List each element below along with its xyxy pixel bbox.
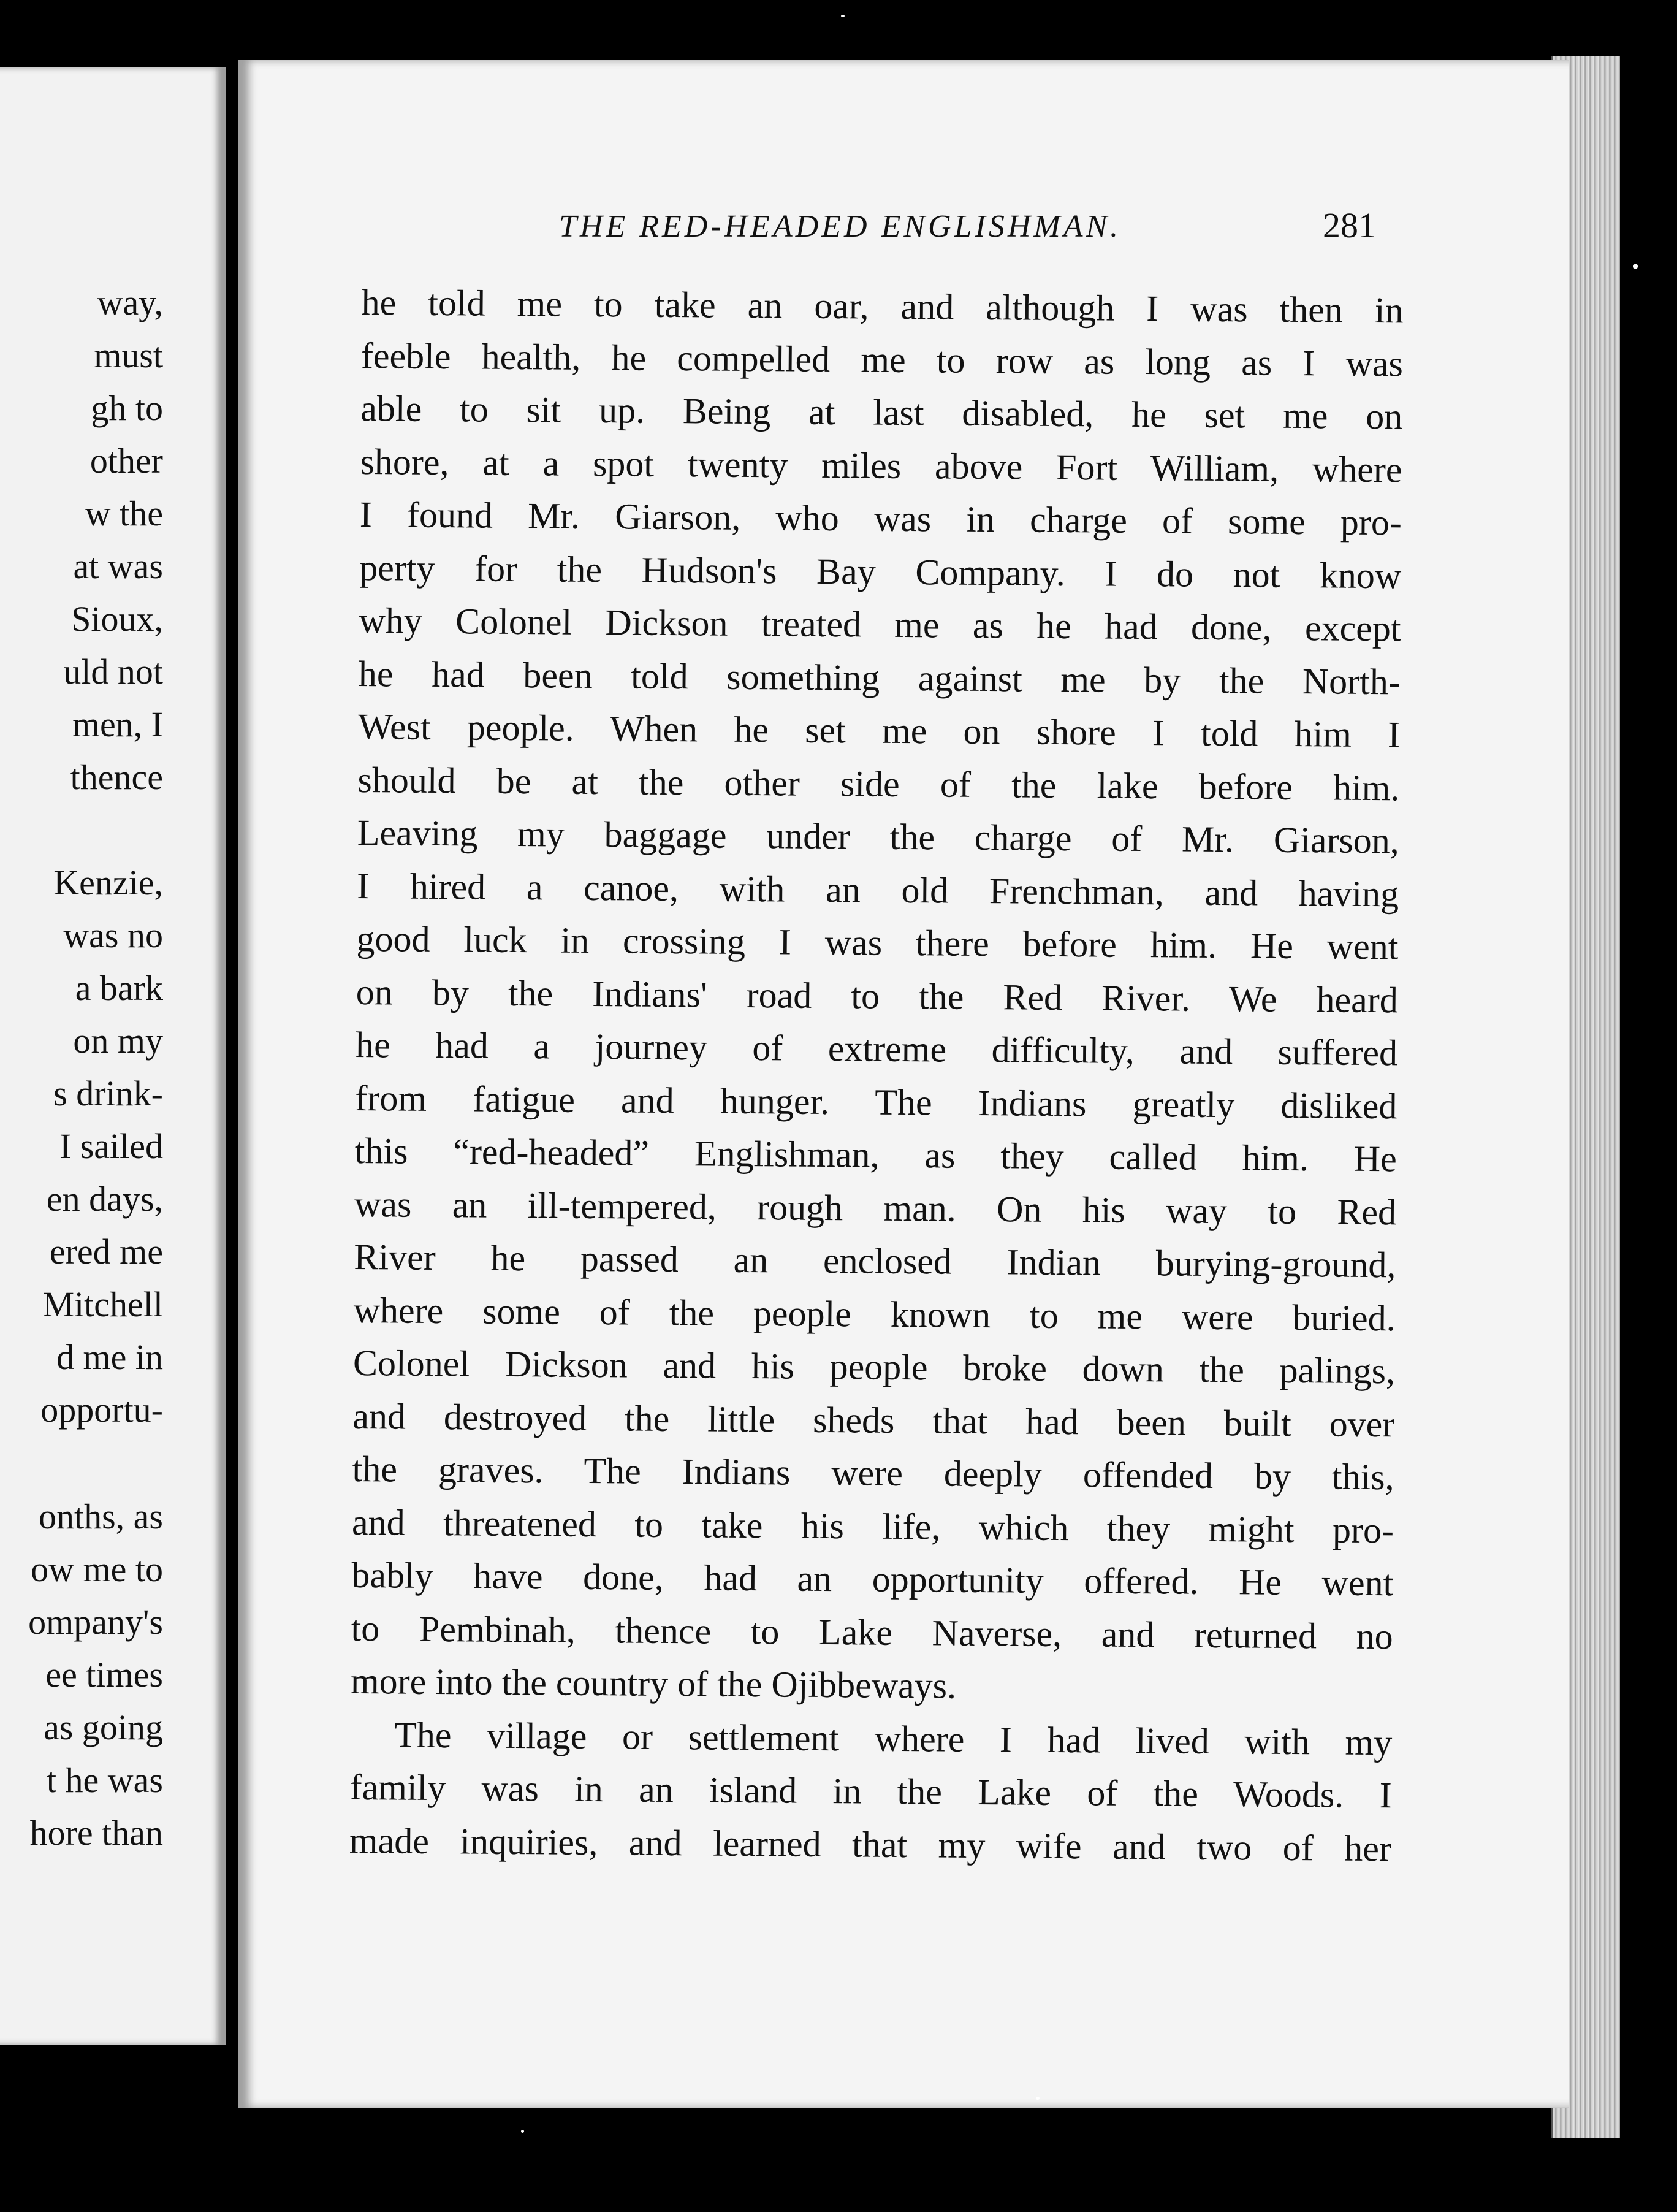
left-page-line: Mitchell <box>42 1284 163 1324</box>
text-line: he told me to take an oar, and although I was then in <box>361 281 1404 331</box>
running-head: THE RED-HEADED ENGLISHMAN. <box>559 209 1122 244</box>
scan-speck <box>841 15 845 17</box>
left-page-line: ered me <box>49 1232 163 1272</box>
previous-page <box>0 67 226 2045</box>
text-line: and destroyed the little sheds that had been built over <box>352 1395 1395 1444</box>
left-page-line: way, <box>97 283 163 322</box>
text-line: bably have done, had an opportunity offered. He went <box>351 1554 1394 1604</box>
text-line: perty for the Hudson's Bay Company. I do not know <box>359 547 1402 596</box>
body-text <box>349 276 1404 1875</box>
left-page-line: gh to <box>91 388 163 428</box>
text-line: to Pembinah, thence to Lake Naverse, and returned no <box>351 1608 1393 1657</box>
text-line: The village or settlement where I had lived with my <box>394 1714 1393 1763</box>
text-line: why Colonel Dickson treated me as he had done, except <box>359 600 1401 649</box>
left-page-line: Sioux, <box>71 599 163 639</box>
left-page-line: thence <box>70 757 163 797</box>
left-page-line: d me in <box>56 1337 163 1377</box>
text-line: I hired a canoe, with an old Frenchman, and having <box>356 865 1399 914</box>
text-line: Leaving my baggage under the charge of Mr. Giarson, <box>357 812 1400 861</box>
page-number: 281 <box>1323 205 1376 245</box>
text-line: West people. When he set me on shore I told him I <box>357 706 1401 755</box>
scan-speck <box>1633 264 1638 269</box>
text-line: he had been told something against me by the North- <box>358 653 1401 702</box>
left-page-line: was no <box>63 915 163 955</box>
left-page-line: s drink- <box>53 1074 163 1113</box>
left-page-line: on my <box>73 1021 163 1061</box>
text-line: I found Mr. Giarson, who was in charge of some pro- <box>359 494 1402 543</box>
left-page-line: must <box>94 335 163 375</box>
text-line: should be at the other side of the lake before him. <box>357 759 1400 808</box>
left-page-line: Kenzie, <box>53 863 163 902</box>
left-page-line: I sailed <box>59 1126 163 1166</box>
text-line: was an ill-tempered, rough man. On his way to Red <box>354 1183 1397 1232</box>
text-line: where some of the people known to me were buried. <box>353 1289 1396 1338</box>
text-line: on by the Indians' road to the Red River. We heard <box>356 971 1399 1020</box>
text-line: he had a journey of extreme difficulty, and suffered <box>355 1024 1398 1074</box>
left-page-line: as going <box>44 1707 163 1747</box>
text-line: River he passed an enclosed Indian burying-ground, <box>354 1236 1396 1286</box>
scan-speck <box>521 2130 524 2133</box>
left-page-line: uld not <box>63 652 163 692</box>
text-line: able to sit up. Being at last disabled, he set me on <box>360 387 1403 437</box>
left-page-line: at was <box>73 546 163 586</box>
left-page-line: ow me to <box>31 1549 163 1589</box>
text-line: the graves. The Indians were deeply offended by this, <box>352 1448 1394 1498</box>
text-line: from fatigue and hunger. The Indians greatly disliked <box>355 1077 1398 1126</box>
left-page-line: onths, as <box>39 1497 163 1536</box>
left-page-line: hore than <box>29 1813 163 1853</box>
text-line: feeble health, he compelled me to row as long as I was <box>360 335 1404 384</box>
left-page-line: ee times <box>45 1655 163 1695</box>
text-line: this “red-headed” Englishman, as they called him. He <box>354 1130 1397 1180</box>
left-page-line: a bark <box>75 968 163 1008</box>
left-page-line: ompany's <box>28 1602 163 1642</box>
book-gutter <box>226 67 238 2045</box>
text-line: Colonel Dickson and his people broke down the palings, <box>352 1342 1396 1392</box>
text-line: more into the country of the Ojibbeways. <box>350 1660 957 1706</box>
scan-speck <box>1036 2097 1040 2100</box>
left-page-line: w the <box>85 494 163 533</box>
text-line: and threatened to take his life, which they might pro- <box>351 1501 1394 1550</box>
text-line: made inquiries, and learned that my wife and two of her <box>349 1820 1392 1869</box>
text-line: shore, at a spot twenty miles above Fort William, where <box>360 441 1402 490</box>
text-line: family was in an island in the Lake of the Woods. I <box>349 1766 1392 1816</box>
text-line: good luck in crossing I was there before him. He went <box>356 918 1399 967</box>
left-page-line: other <box>89 441 163 481</box>
left-page-line: en days, <box>46 1179 163 1219</box>
left-page-line: t he was <box>46 1760 163 1800</box>
left-page-line: opportu- <box>40 1390 163 1430</box>
left-page-line: men, I <box>72 704 163 744</box>
